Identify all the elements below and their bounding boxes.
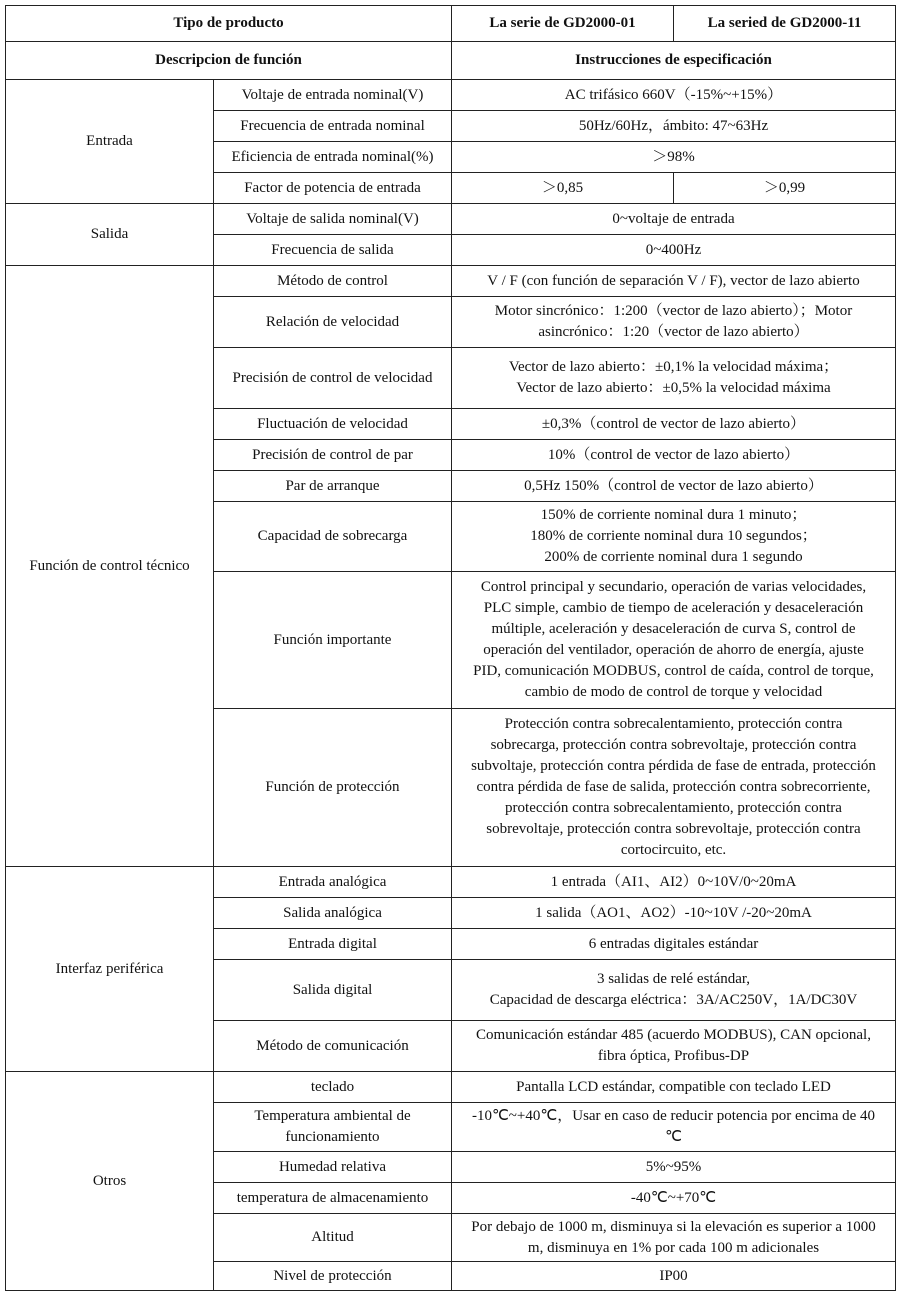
row-value	[452, 960, 896, 1021]
row-value	[452, 1214, 896, 1262]
table-row	[6, 266, 896, 297]
header-row	[6, 6, 896, 42]
row-value-01: ＞0,85	[452, 173, 674, 204]
row-value: 50Hz/60Hz，ámbito: 47~63Hz	[452, 111, 896, 142]
series-01-header: La serie de GD2000-01	[452, 6, 674, 42]
spec-instr-header: Instrucciones de especificación	[452, 42, 896, 80]
row-label-text: Factor de potencia de entrada	[244, 179, 421, 196]
row-label: Nivel de protección	[214, 1262, 452, 1291]
row-label: Capacidad de sobrecarga	[214, 502, 452, 572]
row-value: 5%~95%	[452, 1152, 896, 1183]
table-row	[6, 1072, 896, 1103]
row-value: IP00	[452, 1262, 896, 1291]
value-line: ℃	[665, 1129, 682, 1145]
section-interfaz: Interfaz periférica	[6, 867, 214, 1072]
value-line: fibra óptica, Profibus-DP	[597, 1048, 750, 1064]
value-line: PID, comunicación MODBUS, control de caída, control de torque,	[473, 663, 874, 679]
row-label: Frecuencia de salida	[214, 235, 452, 266]
spec-table	[5, 5, 896, 1291]
row-value	[452, 709, 896, 867]
value-line: protección contra sobrecalentamiento, protección contra	[505, 800, 842, 816]
value-line: Vector de lazo abierto：±0,1% la velocidad máxima；	[508, 359, 839, 375]
section-salida: Salida	[6, 204, 214, 266]
row-label: Método de control	[214, 266, 452, 297]
table-row	[6, 867, 896, 898]
row-label: Frecuencia de entrada nominal	[214, 111, 452, 142]
value-line: asincrónico：1:20（vector de lazo abierto）	[538, 324, 809, 340]
value-line: múltiple, aceleración y desaceleración de curva S, control de	[491, 621, 856, 637]
row-label: Voltaje de entrada nominal(V)	[214, 80, 452, 111]
function-desc-header: Descripcion de función	[6, 42, 452, 80]
label-line: funcionamiento	[285, 1129, 380, 1145]
row-value	[452, 1021, 896, 1072]
row-value: Pantalla LCD estándar, compatible con teclado LED	[452, 1072, 896, 1103]
series-11-header: La seried de GD2000-11	[674, 6, 896, 42]
row-value	[452, 572, 896, 709]
value-line: sobrecarga, protección contra sobrevoltaje, protección contra	[490, 737, 857, 753]
row-label: temperatura de almacenamiento	[214, 1183, 452, 1214]
row-label: Salida analógica	[214, 898, 452, 929]
section-entrada: Entrada	[6, 80, 214, 204]
value-line: subvoltaje, protección contra pérdida de fase de entrada, protección	[471, 758, 876, 774]
table-row	[6, 80, 896, 111]
table-row	[6, 204, 896, 235]
row-label: Precisión de control de velocidad	[214, 348, 452, 409]
row-label: Par de arranque	[214, 471, 452, 502]
value-line: 200% de corriente nominal dura 1 segundo	[544, 549, 803, 565]
product-type-header: Tipo de producto	[6, 6, 452, 42]
row-value: V / F (con función de separación V / F), vector de lazo abierto	[452, 266, 896, 297]
row-value: 10%（control de vector de lazo abierto）	[452, 440, 896, 471]
row-value: 1 salida（AO1、AO2）-10~10V /-20~20mA	[452, 898, 896, 929]
row-label	[214, 1103, 452, 1152]
value-line: cambio de modo de control de torque y velocidad	[524, 684, 823, 700]
row-value-11: ＞0,99	[674, 173, 896, 204]
row-value: 0,5Hz 150%（control de vector de lazo abierto）	[452, 471, 896, 502]
row-label: Función de protección	[214, 709, 452, 867]
row-label: Fluctuación de velocidad	[214, 409, 452, 440]
row-label: Precisión de control de par	[214, 440, 452, 471]
row-value	[452, 348, 896, 409]
value-line: m, disminuya en 1% por cada 100 m adicionales	[527, 1239, 820, 1256]
row-label: Método de comunicación	[214, 1021, 452, 1072]
value-line: Capacidad de descarga eléctrica：3A/AC250V，1A/DC30V	[489, 992, 858, 1008]
row-value: 1 entrada（AI1、AI2）0~10V/0~20mA	[452, 867, 896, 898]
value-line: operación del ventilador, operación de ahorro de energía, ajuste	[483, 642, 864, 658]
section-control: Función de control técnico	[6, 266, 214, 867]
value-line: Por debajo de 1000 m, disminuya si la elevación es superior a 1000	[471, 1218, 876, 1235]
value-line: Protección contra sobrecalentamiento, protección contra	[504, 716, 843, 732]
value-line: sobrevoltaje, protección contra sobrevoltaje, protección contra	[486, 821, 861, 837]
value-line: Motor sincrónico：1:200（vector de lazo abierto）；Motor	[494, 303, 853, 319]
row-label	[214, 173, 452, 204]
row-value	[452, 502, 896, 572]
row-value: 0~400Hz	[452, 235, 896, 266]
row-label: Altitud	[214, 1214, 452, 1262]
row-value: AC trifásico 660V（-15%~+15%）	[452, 80, 896, 111]
value-line: Control principal y secundario, operación de varias velocidades,	[480, 579, 867, 595]
value-line: Comunicación estándar 485 (acuerdo MODBUS), CAN opcional,	[476, 1027, 871, 1043]
row-label: Salida digital	[214, 960, 452, 1021]
row-value: 6 entradas digitales estándar	[452, 929, 896, 960]
row-value	[452, 297, 896, 348]
row-value: -40℃~+70℃	[452, 1183, 896, 1214]
row-value: ±0,3%（control de vector de lazo abierto）	[452, 409, 896, 440]
row-label: Eficiencia de entrada nominal(%)	[214, 142, 452, 173]
row-label: Relación de velocidad	[214, 297, 452, 348]
value-line: 150% de corriente nominal dura 1 minuto；	[540, 507, 807, 523]
row-value: 0~voltaje de entrada	[452, 204, 896, 235]
row-label: Voltaje de salida nominal(V)	[214, 204, 452, 235]
value-line: PLC simple, cambio de tiempo de aceleración y desaceleración	[483, 600, 864, 616]
row-label: Humedad relativa	[214, 1152, 452, 1183]
row-value: ＞98%	[452, 142, 896, 173]
row-label: teclado	[214, 1072, 452, 1103]
row-value	[452, 1103, 896, 1152]
row-label: Entrada digital	[214, 929, 452, 960]
row-label: Función importante	[214, 572, 452, 709]
row-label: Entrada analógica	[214, 867, 452, 898]
value-line: cortocircuito, etc.	[620, 842, 727, 858]
value-line: -10℃~+40℃，Usar en caso de reducir potencia por encima de 40	[471, 1108, 876, 1124]
section-otros: Otros	[6, 1072, 214, 1291]
value-line: contra pérdida de fase de salida, protección contra sobrecorriente,	[476, 779, 871, 795]
value-line: Vector de lazo abierto：±0,5% la velocidad máxima	[516, 380, 831, 396]
value-line: 3 salidas de relé estándar,	[596, 971, 751, 987]
label-line: Temperatura ambiental de	[254, 1108, 411, 1124]
subheader-row	[6, 42, 896, 80]
value-line: 180% de corriente nominal dura 10 segundos；	[530, 528, 817, 544]
